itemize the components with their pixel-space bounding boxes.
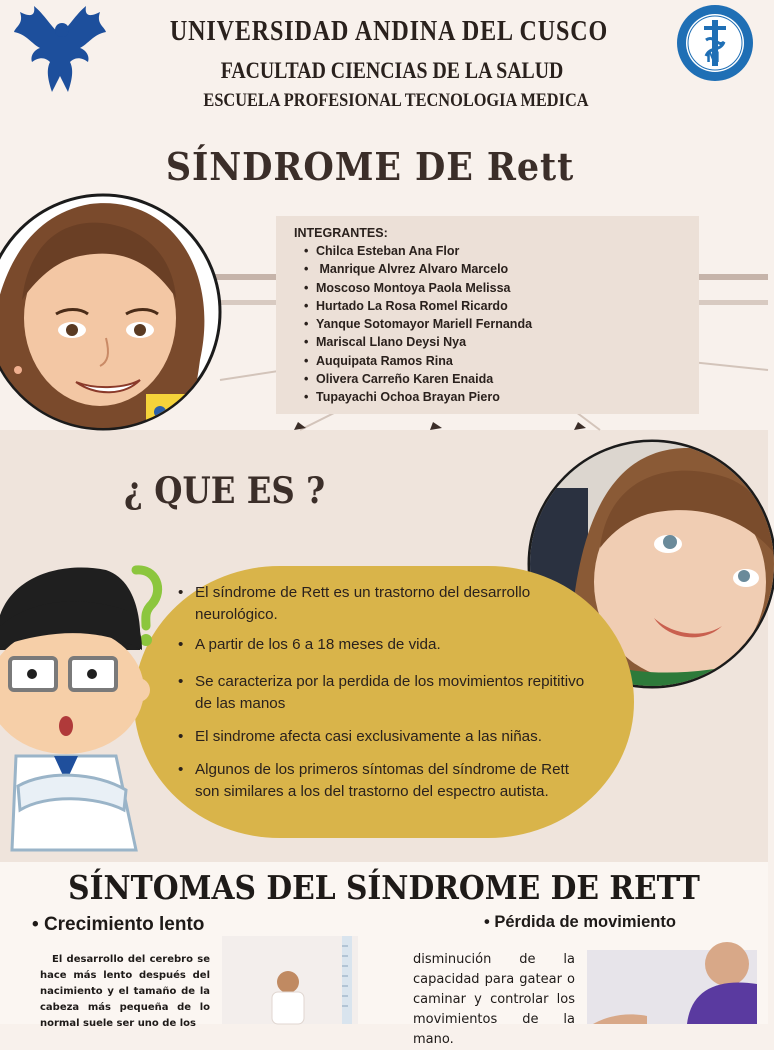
list-item: • Manrique Alvrez Alvaro Marcelo [304,260,681,278]
members-list [294,242,681,407]
list-item: • Algunos de los primeros síntomas del síndrome de Rett son similares a los del trastorno del espectro autista. [176,759,596,803]
members-heading: INTEGRANTES: [294,226,388,240]
list-item: • A partir de los 6 a 18 meses de vida. [176,634,596,656]
symptom-title-slow-growth: • Crecimiento lento [32,914,204,936]
child-hand-photo [587,950,757,1024]
symptoms-heading: SÍNTOMAS DEL SÍNDROME DE RETT [68,868,700,907]
school-name: ESCUELA PROFESIONAL TECNOLOGIA MEDICA [203,90,589,111]
girl-illustration [0,190,218,436]
list-item: • Olivera Carreño Karen Enaida [304,370,681,388]
facts-list [176,582,596,803]
faculty-name: FACULTAD CIENCIAS DE LA SALUD [220,58,564,83]
list-item: • Hurtado La Rosa Romel Ricardo [304,297,681,315]
list-item: • Se caracteriza por la perdida de los movimientos repititivo de las manos [176,671,596,715]
members-box [276,216,699,414]
university-name: UNIVERSIDAD ANDINA DEL CUSCO [169,16,609,47]
list-item: • El síndrome de Rett es un trastorno del desarrollo neurológico. [176,582,596,626]
symptom-text-slow-growth: El desarrollo del cerebro se hace más lento después del nacimiento y el tamaño de la cabeza más pequeña de lo normal suele ser uno de los [40,954,210,1029]
list-item: • Chilca Esteban Ana Flor [304,242,681,260]
section-heading: ¿ QUE ES ? [124,470,326,512]
list-item: • Moscoso Montoya Paola Melissa [304,279,681,297]
symptom-text-movement-loss: disminución de la capacidad para gatear o caminar y controlar los movimientos de la mano. [413,952,575,1047]
symptom-title-movement-loss: • Pérdida de movimiento [484,913,676,932]
svg-text:M: M [706,50,720,66]
page-title: SÍNDROME DE Rett [165,144,575,189]
list-item: • Auquipata Ramos Rina [304,352,681,370]
baby-photo [222,936,358,1024]
list-item: • El sindrome afecta casi exclusivamente a las niñas. [176,726,596,748]
list-item: • Yanque Sotomayor Mariell Fernanda [304,315,681,333]
list-item: • Tupayachi Ochoa Brayan Piero [304,388,681,406]
doctor-illustration [0,560,164,850]
list-item: • Mariscal Llano Deysi Nya [304,333,681,351]
